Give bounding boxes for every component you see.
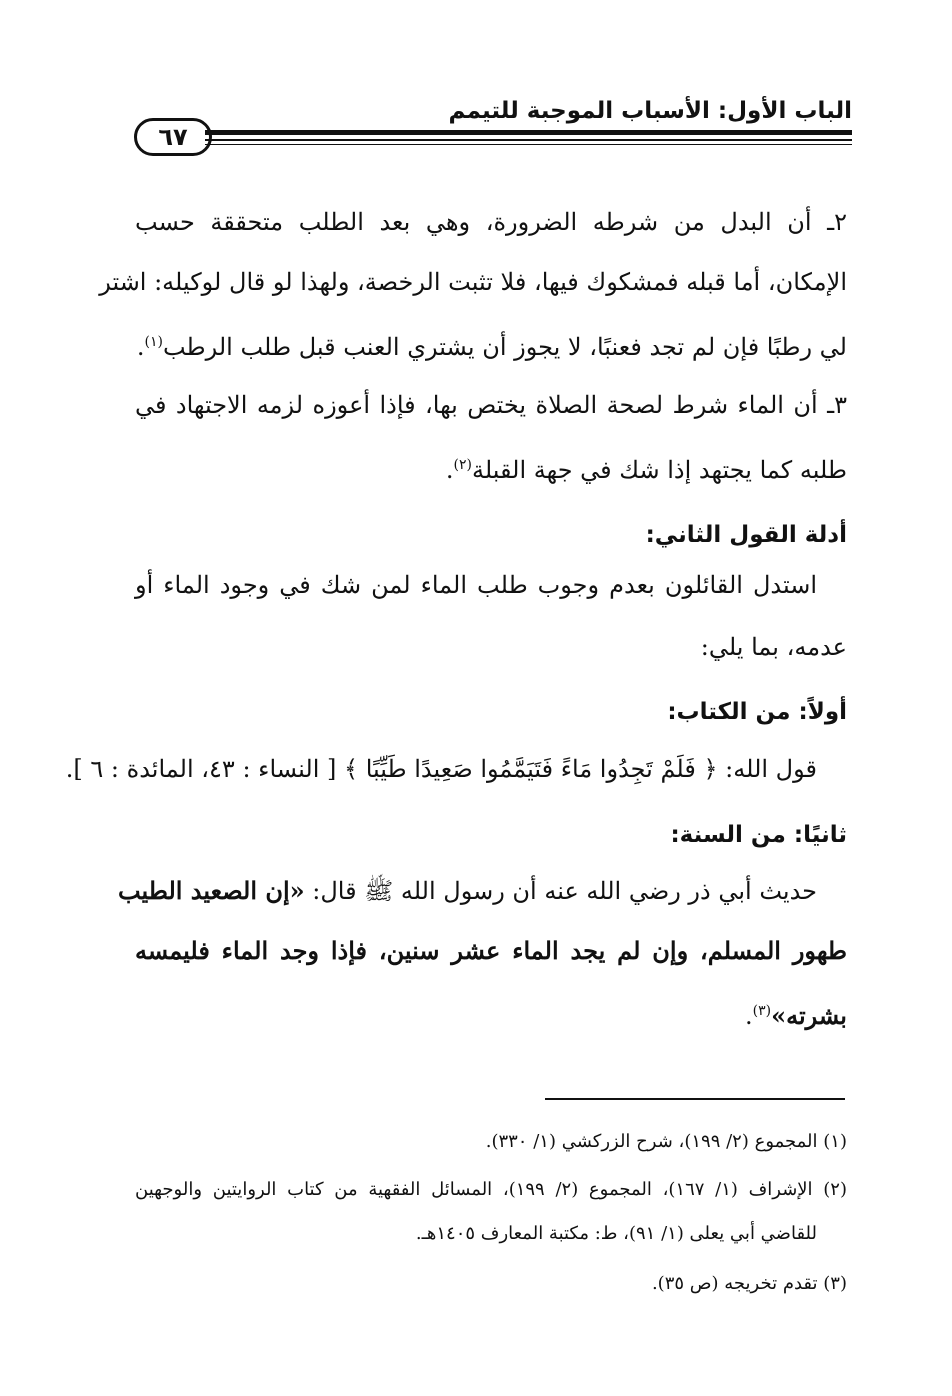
footnote-1: (١) المجموع (٢/ ١٩٩)، شرح الزركشي (١/ ٣٣٠). (485, 1131, 847, 1152)
hadith-period: . (745, 1002, 753, 1030)
p1-period: . (136, 333, 145, 361)
p3-line-1: استدل القائلون بعدم وجوب طلب الماء لمن شك في وجود الماء أو (135, 571, 817, 599)
p1-line-3 (137, 325, 847, 364)
footnote-2-line-1: (٢) الإشراف (١/ ١٦٧)، المجموع (٢/ ١٩٩)، المسائل الفقهية من كتاب الروايتين والوجهين (135, 1179, 847, 1200)
hadith-quote-end: بشرته» (771, 1001, 847, 1030)
hadith-line-1 (117, 874, 817, 908)
p2-line-2 (446, 448, 847, 487)
hadith-line-3 (745, 994, 847, 1033)
running-title: الباب الأول: الأسباب الموجبة للتيمم (448, 98, 852, 124)
footnote-separator (545, 1098, 845, 1100)
hadith-quote-start: «إن الصعيد الطيب (117, 876, 305, 905)
p1-line-2: الإمكان، أما قبله فمشكوك فيها، فلا تثبت الرخصة، ولهذا لو قال لوكيله: اشتر (99, 268, 847, 296)
p3-line-2: عدمه، بما يلي: (700, 633, 847, 661)
p2-line-2-text: طلبه كما يجتهد إذا شك في جهة القبلة (471, 456, 847, 484)
p2-line-1: ٣ـ أن الماء شرط لصحة الصلاة يختص بها، فإذا أعوزه لزمه الاجتهاد في (135, 391, 847, 419)
hadith-intro: حديث أبي ذر رضي الله عنه أن رسول الله ﷺ قال: (304, 877, 817, 905)
p1-line-1: ٢ـ أن البدل من شرطه الضرورة، وهي بعد الطلب متحققة حسب (135, 208, 848, 236)
header-rule-thick (205, 130, 852, 135)
p1-line-3-text: لي رطبًا فإن لم تجد فعنبًا، لا يجوز أن يشتري العنب قبل طلب الرطب (162, 333, 847, 361)
header-rule-hairline (205, 144, 852, 145)
p2-period: . (445, 456, 454, 484)
footnote-ref-3[interactable]: (٣) (752, 1003, 772, 1019)
footnote-3: (٣) تقدم تخريجه (ص ٣٥). (651, 1273, 847, 1294)
footnote-ref-1[interactable]: (١) (144, 334, 163, 350)
footnote-2-line-2: للقاضي أبي يعلى (١/ ٩١)، ط: مكتبة المعارف ١٤٠٥هـ. (415, 1223, 817, 1244)
footnote-ref-2[interactable]: (٢) (453, 457, 472, 473)
heading-second-opinion: أدلة القول الثاني: (645, 522, 847, 548)
page-number: ٦٧ (134, 118, 212, 156)
hadith-line-2: طهور المسلم، وإن لم يجد الماء عشر سنين، فإذا وجد الماء فليمسه (135, 936, 847, 965)
heading-quran: أولاً: من الكتاب: (667, 699, 847, 725)
heading-sunnah: ثانيًا: من السنة: (670, 822, 847, 848)
quran-citation: قول الله: ﴿ فَلَمْ تَجِدُوا مَاءً فَتَيَمَّمُوا صَعِيدًا طَيِّبًا ﴾ [ النساء : ٤٣، المائدة : ٦ ]. (65, 755, 817, 783)
header-rule-thin (205, 139, 852, 141)
